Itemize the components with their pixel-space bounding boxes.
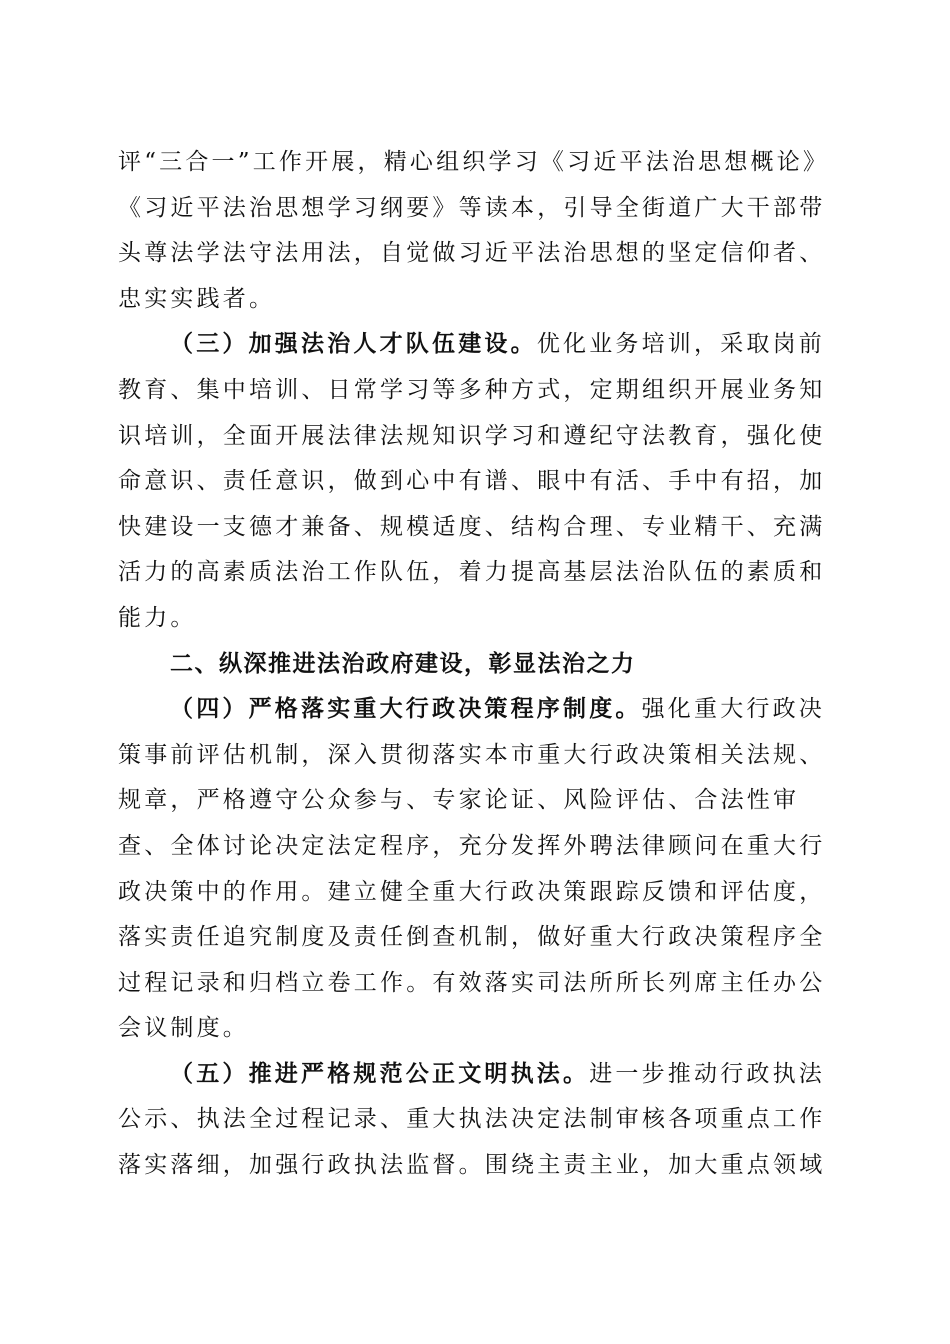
section-heading-text: 二、纵深推进法治政府建设，彰显法治之力 xyxy=(170,650,636,677)
paragraph-lead-heading: （五）推进严格规范公正文明执法。 xyxy=(170,1060,590,1087)
paragraph-decision-procedure xyxy=(118,687,832,1052)
paragraph-talent-team xyxy=(118,322,832,641)
paragraph-text: 优化业务培训，采取岗前教育、集中培训、日常学习等多种方式，定期组织开展业务知识培训，全面开展法律法规知识学习和遵纪守法教育，强化使命意识、责任意识，做到心中有谱、眼中有活、手中有招，加快建设一支德才兼备、规模适度、结构合理、专业精干、充满活力的高素质法治工作队伍，着力提高基层法治队伍的素质和能力。 xyxy=(118,331,826,631)
paragraph-text: 进一步推动行政执法公示、执法全过程记录、重大执法决定法制审核各项重点工作落实落细，加强行政执法监督。围绕主责主业，加大重点领域 xyxy=(118,1060,826,1179)
paragraph-continuation xyxy=(118,140,832,322)
paragraph-law-enforcement xyxy=(118,1052,832,1189)
paragraph-text: 强化重大行政决策事前评估机制，深入贯彻落实本市重大行政决策相关法规、规章，严格遵守公众参与、专家论证、风险评估、合法性审查、全体讨论决定法定程序，充分发挥外聘法律顾问在重大行政决策中的作用。建立健全重大行政决策跟踪反馈和评估度，落实责任追究制度及责任倒查机制，做好重大行政决策程序全过程记录和归档立卷工作。有效落实司法所所长列席主任办公会议制度。 xyxy=(118,696,826,1042)
section-heading xyxy=(118,642,832,688)
paragraph-text: 评“三合一”工作开展，精心组织学习《习近平法治思想概论》《习近平法治思想学习纲要》等读本，引导全街道广大干部带头尊法学法守法用法，自觉做习近平法治思想的坚定信仰者、忠实实践者。 xyxy=(118,149,830,312)
paragraph-lead-heading: （四）严格落实重大行政决策程序制度。 xyxy=(170,696,642,723)
document-body xyxy=(118,140,832,1189)
paragraph-lead-heading: （三）加强法治人才队伍建设。 xyxy=(170,331,537,358)
